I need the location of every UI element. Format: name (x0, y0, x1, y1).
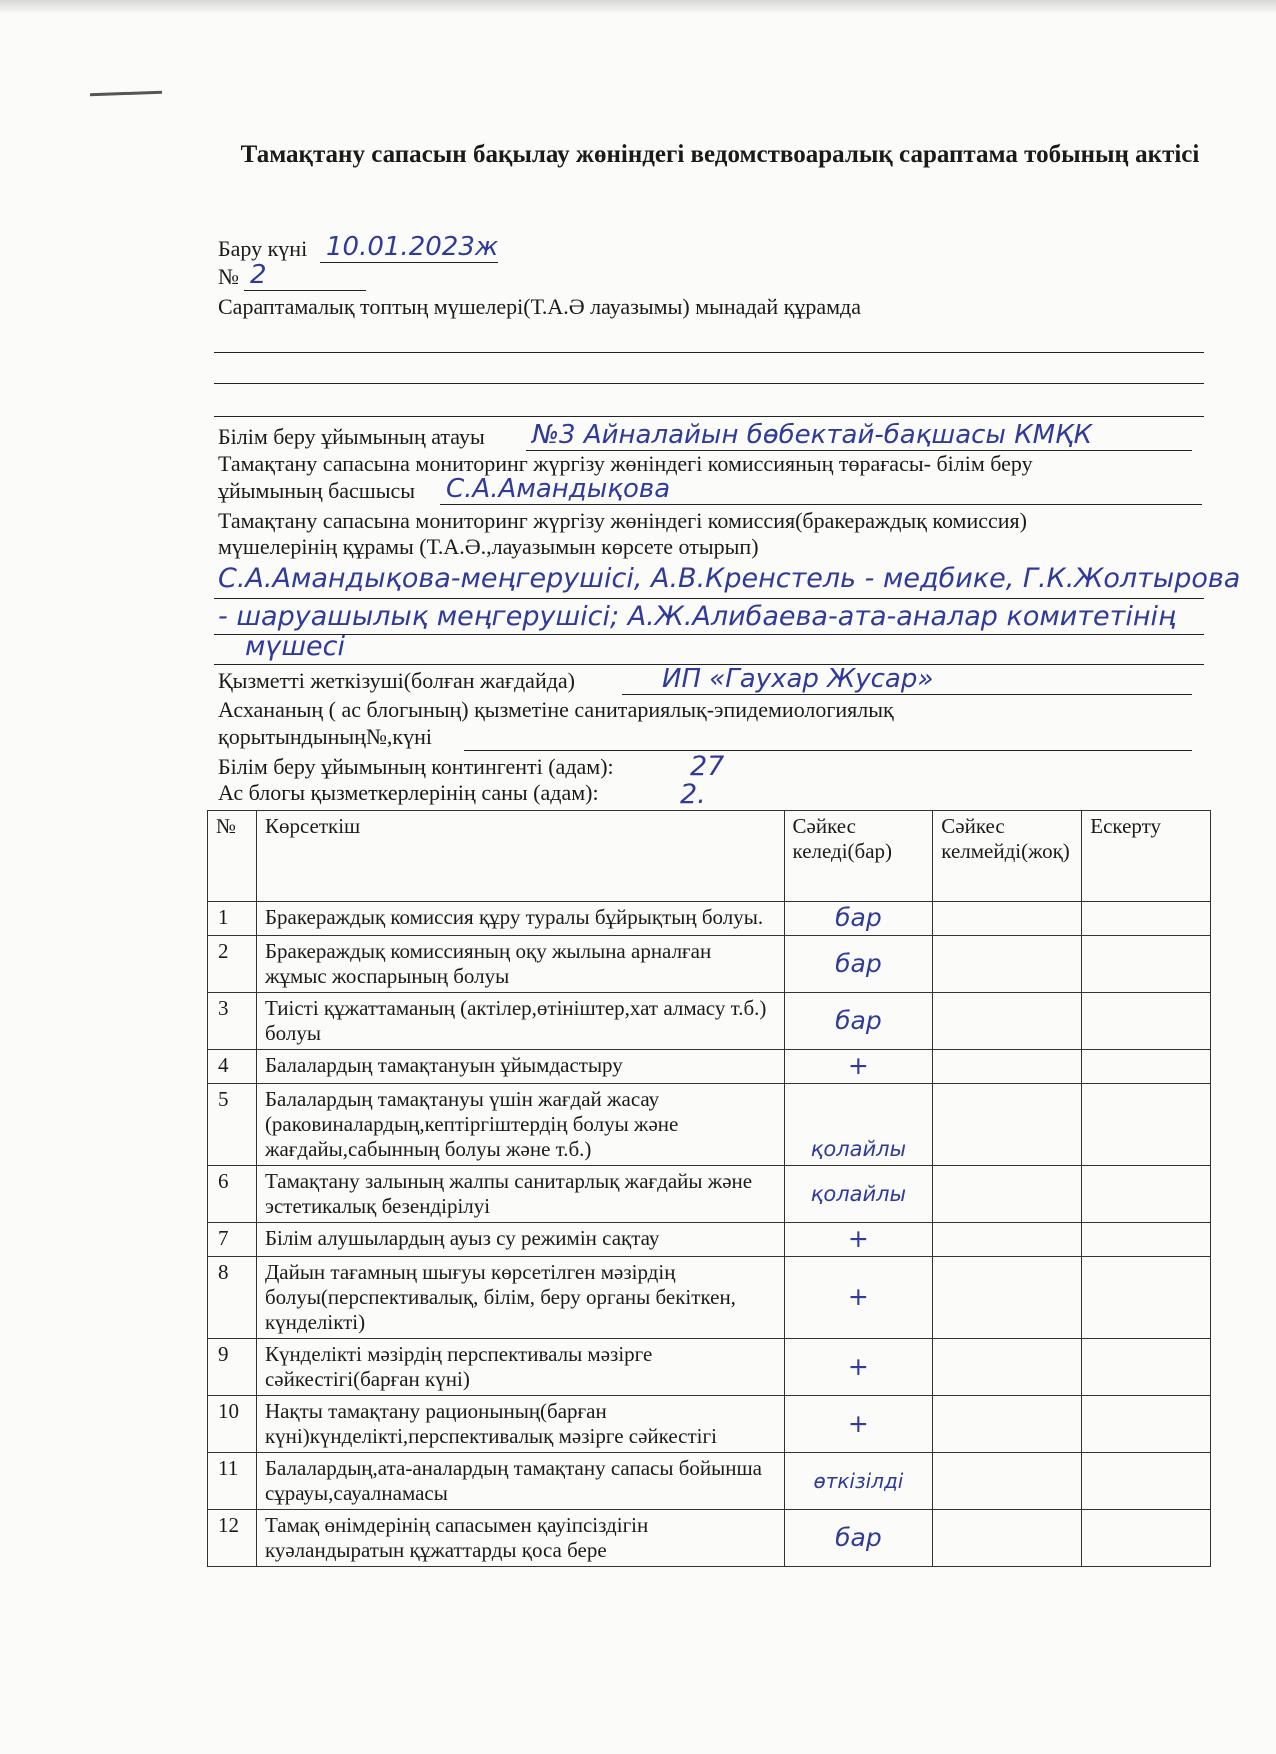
chair-value: С.А.Амандықова (446, 474, 671, 504)
table-row (208, 936, 1211, 993)
table-row (208, 1257, 1211, 1339)
row-yes: қолайлы (810, 1181, 907, 1206)
row-yes: + (847, 1224, 869, 1253)
row-yes-cell (784, 993, 933, 1050)
row-yes-cell (784, 902, 933, 936)
header-note: Ескерту (1082, 811, 1211, 902)
row-num: 11 (208, 1453, 257, 1510)
table-row (208, 1339, 1211, 1396)
staff-label: Ас блогы қызметкерлерінің саны (адам): (218, 780, 599, 805)
visit-date-label: Бару күні (218, 236, 308, 261)
table-row (208, 1223, 1211, 1257)
row-yes-cell (784, 1396, 933, 1453)
commission-line-2 (214, 634, 1204, 635)
row-no (933, 1257, 1082, 1339)
row-indicator: Тиісті құжаттаманың (актілер,өтініштер,хат алмасу т.б.) болуы (256, 993, 784, 1050)
row-note (1082, 1084, 1211, 1166)
commission-value-2: - шаруашылық меңгерушісі; А.Ж.Алибаева-ата-аналар комитетінің (218, 601, 1176, 632)
row-yes: бар (835, 948, 882, 978)
row-yes-cell (784, 1453, 933, 1510)
table-row (208, 1084, 1211, 1166)
row-note (1082, 902, 1211, 936)
chair-field (440, 474, 1202, 505)
row-no (933, 993, 1082, 1050)
supplier-value: ИП «Гаухар Жусар» (662, 664, 934, 694)
row-num: 1 (208, 902, 257, 936)
row-no (933, 1510, 1082, 1567)
commission-value-3: мүшесі (245, 631, 346, 662)
row-no (933, 1339, 1082, 1396)
row-yes-cell (784, 1166, 933, 1223)
row-no (933, 936, 1082, 993)
table-row (208, 1453, 1211, 1510)
chair-label-2: ұйымының басшысы (218, 478, 416, 503)
members-label: Сараптамалық топтың мүшелері(Т.А.Ә лауазымы) мынадай құрамда (218, 294, 862, 319)
row-num: 12 (208, 1510, 257, 1567)
row-num: 7 (208, 1223, 257, 1257)
staff-value: 2. (680, 779, 706, 810)
header-indicator: Көрсеткіш (256, 811, 784, 902)
supplier-label: Қызметті жеткізуші(болған жағдайда) (218, 668, 576, 693)
row-no (933, 902, 1082, 936)
row-yes-cell (784, 1223, 933, 1257)
row-indicator: Дайын тағамның шығуы көрсетілген мәзірдің болуы(перспективалық, білім, беру органы бекіткен, күнделікті) (256, 1257, 784, 1339)
header-num: № (208, 811, 257, 902)
number-value: 2 (250, 260, 267, 290)
scan-edge (0, 0, 1276, 14)
row-indicator: Тамақ өнімдерінің сапасымен қауіпсіздігін куәландыратын құжаттарды қоса бере (256, 1510, 784, 1567)
row-note (1082, 1510, 1211, 1567)
row-yes: + (847, 1408, 869, 1438)
table-row (208, 1510, 1211, 1567)
table-row (208, 1396, 1211, 1453)
row-note (1082, 1396, 1211, 1453)
table-header-row (208, 811, 1211, 902)
row-yes: бар (835, 1522, 882, 1552)
table-row (208, 1050, 1211, 1084)
row-no (933, 1223, 1082, 1257)
org-name-field (526, 420, 1192, 451)
row-num: 5 (208, 1084, 257, 1166)
commission-line-1 (214, 598, 1204, 599)
sanitary-label-1: Асхананың ( ас блогының) қызметіне санитариялық-эпидемиологиялық (218, 697, 894, 722)
commission-label-1: Тамақтану сапасына мониторинг жүргізу жөніндегі комиссия(бракераждық комиссия) (218, 508, 1027, 533)
org-name-value: №3 Айналайын бөбектай-бақшасы КМҚК (532, 420, 1093, 450)
row-note (1082, 936, 1211, 993)
row-indicator: Тамақтану залының жалпы санитарлық жағдайы және эстетикалық безендірілуі (256, 1166, 784, 1223)
table-row (208, 902, 1211, 936)
visit-date-field (320, 232, 499, 263)
row-num: 2 (208, 936, 257, 993)
row-indicator: Балалардың,ата-аналардың тамақтану сапасы бойынша сұрауы,сауалнамасы (256, 1453, 784, 1510)
row-num: 3 (208, 993, 257, 1050)
header-no: Сәйкес келмейді(жоқ) (933, 811, 1082, 902)
row-no (933, 1453, 1082, 1510)
number-label: № (218, 264, 239, 289)
row-note (1082, 993, 1211, 1050)
row-yes: + (847, 1051, 869, 1080)
contingent-value: 27 (690, 751, 725, 782)
row-yes: қолайлы (810, 1137, 907, 1161)
header-yes: Сәйкес келеді(бар) (784, 811, 933, 902)
commission-value-1: С.А.Амандықова-меңгерушісі, А.В.Кренстель - медбике, Г.К.Жолтырова (218, 563, 1241, 594)
sanitary-field (464, 724, 1192, 751)
indicators-table (207, 810, 1211, 1567)
row-note (1082, 1339, 1211, 1396)
row-indicator: Бракераждық комиссия құру туралы бұйрықтың болуы. (256, 902, 784, 936)
table-row (208, 1166, 1211, 1223)
row-yes: + (847, 1351, 869, 1381)
row-indicator: Күнделікті мәзірдің перспективалы мәзірге сәйкестігі(барған күні) (256, 1339, 784, 1396)
contingent-label: Білім беру ұйымының контингенті (адам): (218, 754, 614, 779)
row-note (1082, 1223, 1211, 1257)
row-yes: + (847, 1282, 869, 1311)
row-indicator: Балалардың тамақтануы үшін жағдай жасау (раковиналардың,кептіргіштердің болуы және жағдайы,сабынның болуы және т.б.) (256, 1084, 784, 1166)
row-no (933, 1084, 1082, 1166)
row-indicator: Нақты тамақтану рационының(барған күні)күнделікті,перспективалық мәзірге сәйкестігі (256, 1396, 784, 1453)
number-field (244, 260, 366, 291)
table-row (208, 993, 1211, 1050)
row-no (933, 1050, 1082, 1084)
row-yes-cell (784, 1257, 933, 1339)
row-num: 9 (208, 1339, 257, 1396)
org-name-label: Білім беру ұйымының атауы (218, 424, 485, 449)
commission-label-2: мүшелерінің құрамы (Т.А.Ә.,лауазымын көрсете отырып) (218, 534, 759, 559)
row-num: 10 (208, 1396, 257, 1453)
members-line-2 (214, 383, 1204, 384)
members-line-1 (214, 352, 1204, 353)
row-note (1082, 1257, 1211, 1339)
row-indicator: Балалардың тамақтануын ұйымдастыру (256, 1050, 784, 1084)
sanitary-label-2: қорытындының№,күні (218, 724, 433, 749)
row-note (1082, 1050, 1211, 1084)
members-line-3 (214, 416, 1204, 417)
row-yes: өткізілді (813, 1468, 904, 1493)
chair-label-1: Тамақтану сапасына мониторинг жүргізу жөніндегі комиссияның төрағасы- білім беру (218, 451, 1033, 476)
row-indicator: Білім алушылардың ауыз су режимін сақтау (256, 1223, 784, 1257)
row-yes-cell (784, 1510, 933, 1567)
row-no (933, 1166, 1082, 1223)
row-note (1082, 1166, 1211, 1223)
row-indicator: Бракераждық комиссияның оқу жылына арналған жұмыс жоспарының болуы (256, 936, 784, 993)
row-no (933, 1396, 1082, 1453)
row-yes-cell (784, 1084, 933, 1166)
row-num: 8 (208, 1257, 257, 1339)
row-num: 4 (208, 1050, 257, 1084)
page-title: Тамақтану сапасын бақылау жөніндегі ведомствоаралық сараптама тобының актісі (240, 141, 1200, 168)
visit-date-value: 10.01.2023ж (326, 232, 499, 262)
row-yes-cell (784, 1050, 933, 1084)
row-num: 6 (208, 1166, 257, 1223)
row-yes: бар (835, 903, 882, 932)
row-yes: бар (835, 1005, 882, 1035)
row-yes-cell (784, 1339, 933, 1396)
supplier-field (622, 664, 1192, 695)
staple-mark (90, 91, 162, 97)
row-yes-cell (784, 936, 933, 993)
row-note (1082, 1453, 1211, 1510)
